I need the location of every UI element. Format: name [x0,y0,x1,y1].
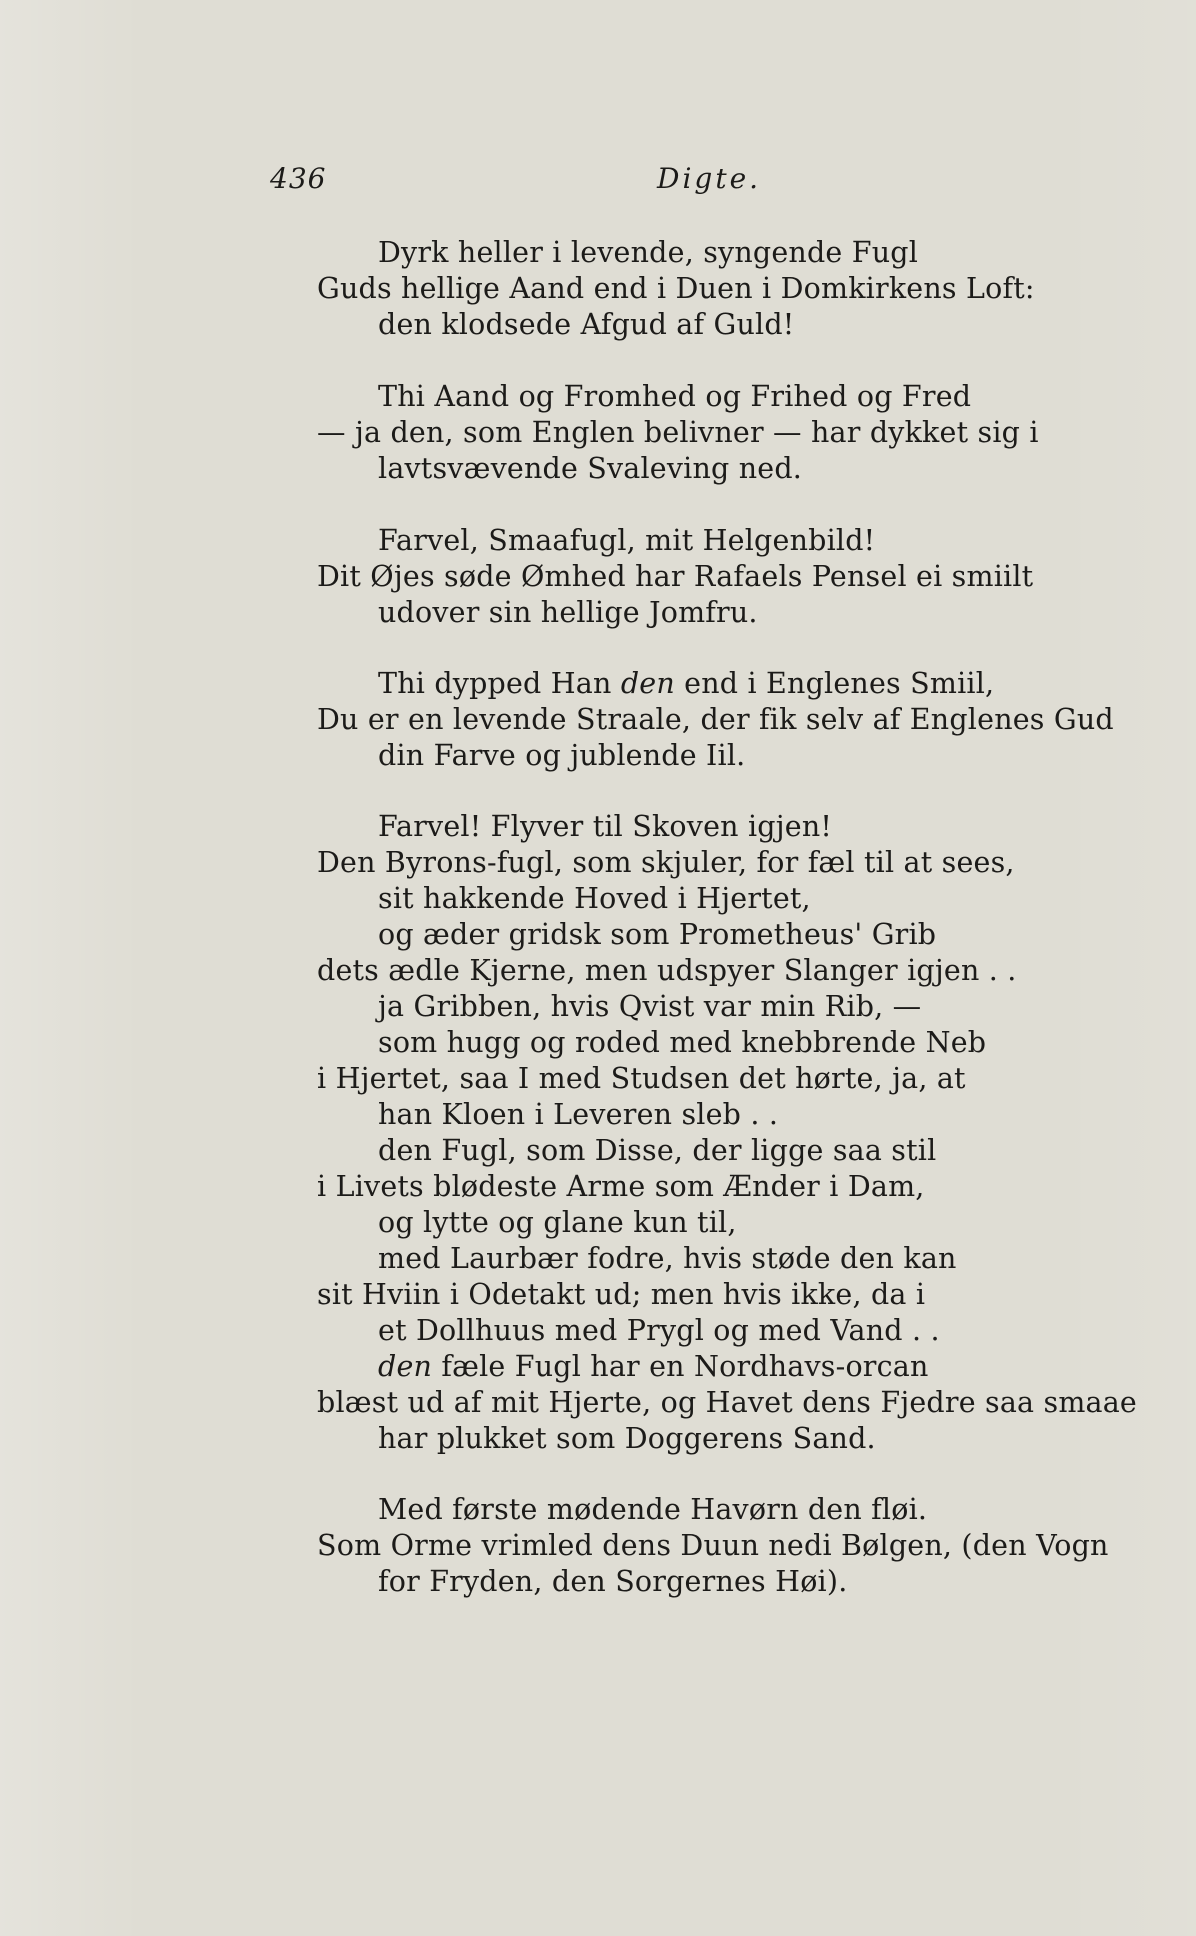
poem-line: sit Hviin i Odetakt ud; men hvis ikke, da i [317,1278,926,1311]
poem-line: i Livets blødeste Arme som Ænder i Dam, [317,1170,925,1203]
poem-line [378,666,994,702]
text-segment: Thi dypped Han [378,667,621,700]
poem-line: Farvel! Flyver til Skoven igjen! [378,810,833,843]
poem-line: for Fryden, den Sorgernes Høi). [378,1565,848,1598]
poem-line: Med første mødende Havørn den fløi. [378,1493,928,1526]
poem-line: har plukket som Doggerens Sand. [378,1422,876,1455]
poem-line: Dit Øjes søde Ømhed har Rafaels Pensel ei smiilt [317,560,1034,593]
poem-line: lavtsvævende Svaleving ned. [378,452,803,485]
poem-line: Den Byrons-fugl, som skjuler, for fæl til at sees, [317,846,1015,879]
poem-line: den Fugl, som Disse, der ligge saa stil [378,1134,937,1167]
text-segment: fæle Fugl har en Nordhavs-orcan [432,1350,929,1383]
poem-line: som hugg og roded med knebbrende Neb [378,1026,987,1059]
poem-line: Farvel, Smaafugl, mit Helgenbild! [378,524,876,557]
poem-line: udover sin hellige Jomfru. [378,596,758,629]
poem-line: Dyrk heller i levende, syngende Fugl [378,236,919,269]
poem-line: blæst ud af mit Hjerte, og Havet dens Fjedre saa smaae [317,1386,1137,1419]
poem-line: i Hjertet, saa I med Studsen det hørte, ja, at [317,1062,966,1095]
poem-line: Thi Aand og Fromhed og Frihed og Fred [378,380,972,413]
poem-line [378,1349,929,1385]
poem-line: et Dollhuus med Prygl og med Vand . . [378,1314,940,1347]
running-head: Digte. [657,162,762,195]
text-segment: end i Englenes Smiil, [674,667,995,700]
italic-word: den [378,1350,433,1383]
poem-line: den klodsede Afgud af Guld! [378,308,795,341]
italic-word: den [620,667,675,700]
poem-line: og æder gridsk som Prometheus' Grib [378,918,937,951]
poem-line: dets ædle Kjerne, men udspyer Slanger igjen . . [317,954,1017,987]
poem-line: din Farve og jublende Iil. [378,739,746,772]
poem-line: ja Gribben, hvis Qvist var min Rib, — [378,990,922,1023]
page-header [0,162,1196,202]
poem-line: Du er en levende Straale, der fik selv af Englenes Gud [317,703,1114,736]
poem-line: og lytte og glane kun til, [378,1206,737,1239]
poem-line: Som Orme vrimled dens Duun nedi Bølgen, (den Vogn [317,1529,1109,1562]
page-number: 436 [270,162,327,195]
poem-line: Guds hellige Aand end i Duen i Domkirkens Loft: [317,272,1035,305]
poem-line: — ja den, som Englen belivner — har dykket sig i [317,416,1039,449]
poem-line: sit hakkende Hoved i Hjertet, [378,882,811,915]
poem-line: med Laurbær fodre, hvis støde den kan [378,1242,957,1275]
poem-line: han Kloen i Leveren sleb . . [378,1098,779,1131]
